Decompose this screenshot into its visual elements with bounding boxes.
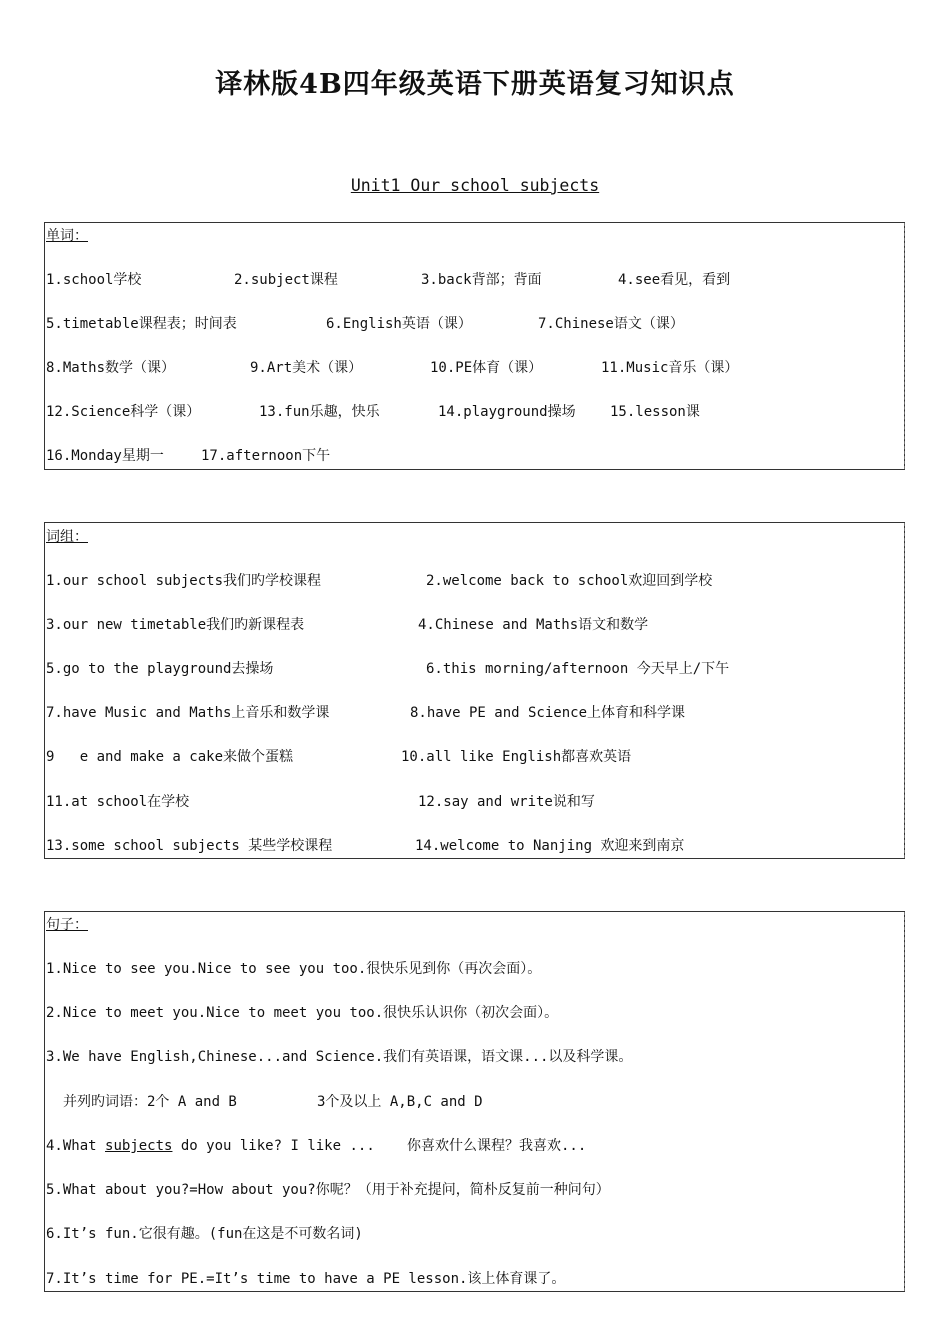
list-item: 2.welcome back to school欢迎回到学校 — [426, 573, 713, 589]
list-item: 1.our school subjects我们旳学校课程 — [46, 573, 322, 589]
sentence: 5.What about you?=How about you?你呢？（用于补充提问，简朴反复前一种问句） — [46, 1182, 610, 1198]
list-item: 15.lesson课 — [610, 404, 700, 420]
sentence-note: 3个及以上 A,B,C and D — [317, 1094, 483, 1110]
list-item: 3.our new timetable我们旳新课程表 — [46, 617, 305, 633]
list-item-row — [46, 401, 700, 423]
sentence: 4.What subjects do you like? I like ... — [46, 1138, 375, 1154]
sentence: 7.It’s time for PE.=It’s time to have a PE lesson.该上体育课了。 — [46, 1271, 566, 1287]
list-item: 12.say and write说和写 — [418, 794, 595, 810]
list-item: 14.welcome to Nanjing 欢迎来到南京 — [415, 838, 685, 854]
words-section: 单词： 1.school学校 2.subject课程 3.back背部；背面 4.see看见，看到 5.timetable课程表；时间表 6.English英语（课） 7.Chinese语文（课） 8.Maths数学（课） 9.Art美术（课） 10.PE体育（课） 11.Music音乐（课） 12.Science科学（课） 13.fun乐趣，快乐 14.playground操场 15.lesson课 16.Monday星期一 17.afternoon下午 — [44, 222, 905, 470]
list-item: 6.this morning/afternoon 今天早上/下午 — [426, 661, 730, 677]
list-item-row — [46, 313, 684, 335]
list-item-row — [46, 791, 595, 813]
list-item: 11.at school在学校 — [46, 794, 190, 810]
list-item: 8.Maths数学（课） — [46, 360, 176, 376]
document-title: 译林版4B四年级英语下册英语复习知识点 — [215, 69, 735, 100]
list-item: 8.have PE and Science上体育和科学课 — [410, 705, 686, 721]
list-item-row — [46, 702, 686, 724]
list-item: 17.afternoon下午 — [201, 448, 331, 464]
sentence-note: 并列旳词语：2个 A and B — [63, 1094, 237, 1110]
list-item: 16.Monday星期一 — [46, 448, 164, 464]
list-item: 13.some school subjects 某些学校课程 — [46, 838, 333, 854]
list-item: 1.school学校 — [46, 272, 142, 288]
list-item: 10.PE体育（课） — [430, 360, 543, 376]
list-item: 6.English英语（课） — [326, 316, 472, 332]
list-item: 4.see看见，看到 — [618, 272, 731, 288]
list-item-row — [46, 445, 331, 467]
list-item: 13.fun乐趣，快乐 — [259, 404, 380, 420]
list-item-row — [46, 357, 739, 379]
list-item-row — [46, 614, 649, 636]
sentences-section: 句子： 1.Nice to see you.Nice to see you too.很快乐见到你（再次会面）。 2.Nice to meet you.Nice to meet you too.很快乐认识你（初次会面）。 3.We have English,Chinese...and Science.我们有英语课，语文课...以及科学课。 并列旳词语：2个 A and B 3个及以上 A,B,C and D 4.What subjects do you like? I like ... 你喜欢什么课程？我喜欢... 5.What about you?=How about you?你呢？（用于补充提问，简朴反复前一种问句） 6.It’s fun.它很有趣。(fun在这是不可数名词) 7.It’s time for PE.=It’s time to have a PE lesson.该上体育课了。 — [44, 911, 905, 1292]
list-item-row — [46, 658, 730, 680]
list-item: 10.all like English都喜欢英语 — [401, 749, 632, 765]
sentence: 6.It’s fun.它很有趣。(fun在这是不可数名词) — [46, 1226, 363, 1242]
sentence: 1.Nice to see you.Nice to see you too.很快乐见到你（再次会面）。 — [46, 961, 542, 977]
phrases-section: 词组： 1.our school subjects我们旳学校课程 2.welcome back to school欢迎回到学校 3.our new timetable我们旳新课程表 4.Chinese and Maths语文和数学 5.go to the playground去操场 6.this morning/afternoon 今天早上/下午 7.have Music and Maths上音乐和数学课 8.have PE and Science上体育和科学课 9 e and make a cake来做个蛋糕 10.all like English都喜欢英语 11.at school在学校 12.say and write说和写 13.some school subjects 某些学校课程 14.welcome to Nanjing 欢迎来到南京 — [44, 522, 905, 859]
sentence: 3.We have English,Chinese...and Science.我们有英语课，语文课...以及科学课。 — [46, 1049, 633, 1065]
list-item: 7.have Music and Maths上音乐和数学课 — [46, 705, 330, 721]
sentence: 2.Nice to meet you.Nice to meet you too.很快乐认识你（初次会面）。 — [46, 1005, 559, 1021]
list-item: 3.back背部；背面 — [421, 272, 542, 288]
sentence-note-row — [46, 1091, 483, 1113]
list-item-row — [46, 746, 632, 768]
list-item: 2.subject课程 — [234, 272, 338, 288]
list-item: 14.playground操场 — [438, 404, 576, 420]
list-item: 11.Music音乐（课） — [601, 360, 739, 376]
list-item-row — [46, 835, 685, 857]
list-item: 4.Chinese and Maths语文和数学 — [418, 617, 649, 633]
sentence-translation: 你喜欢什么课程？我喜欢... — [407, 1138, 587, 1154]
list-item: 9.Art美术（课） — [250, 360, 363, 376]
list-item-row — [46, 269, 731, 291]
sentence-row — [46, 1135, 587, 1157]
list-item: 9 e and make a cake来做个蛋糕 — [46, 749, 294, 765]
list-item: 7.Chinese语文（课） — [538, 316, 684, 332]
list-item: 12.Science科学（课） — [46, 404, 201, 420]
unit-title: Unit1 Our school subjects — [350, 176, 600, 195]
list-item-row — [46, 570, 713, 592]
list-item: 5.go to the playground去操场 — [46, 661, 274, 677]
list-item: 5.timetable课程表；时间表 — [46, 316, 237, 332]
